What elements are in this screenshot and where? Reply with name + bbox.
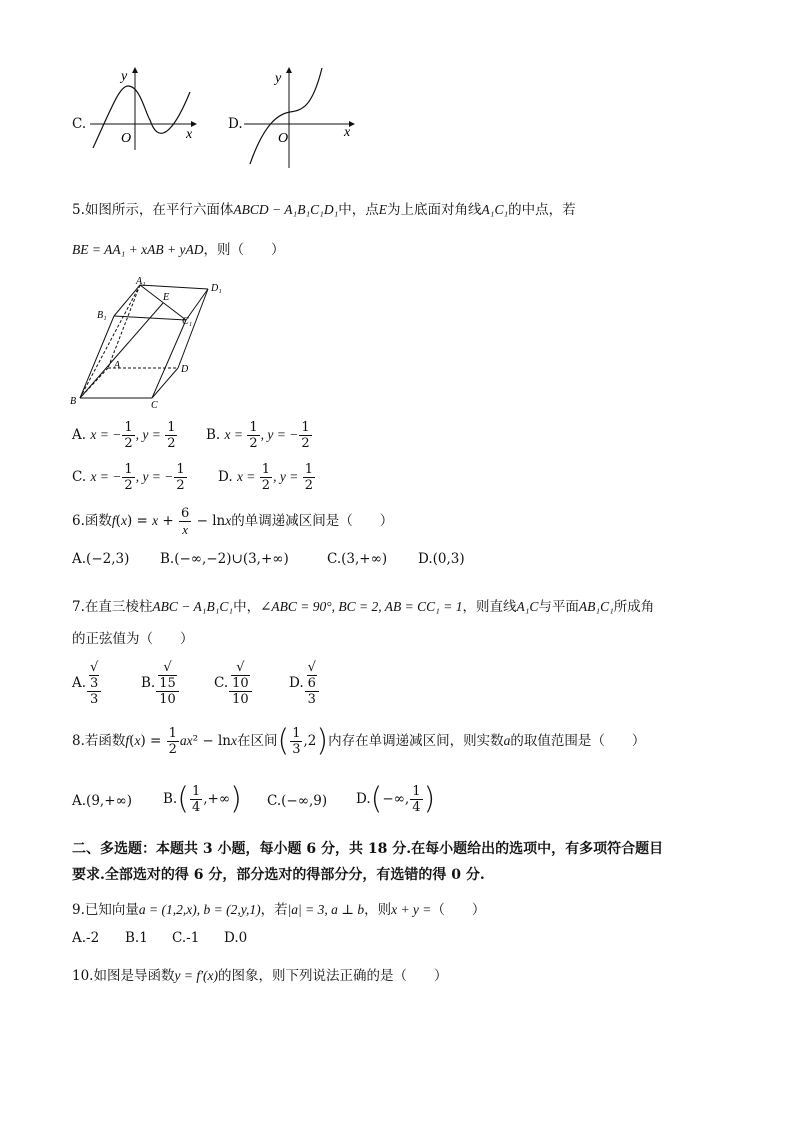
graph-c xyxy=(88,64,200,154)
label-a1: A₁ xyxy=(136,276,146,287)
q7-option-d[interactable]: D. √ 6 3 xyxy=(289,660,320,707)
graph-d xyxy=(242,64,358,172)
label-d1: D₁ xyxy=(211,283,222,294)
graph-d-x-label: x xyxy=(344,125,351,140)
graph-c-y-label: y xyxy=(121,69,128,84)
q7-option-c[interactable]: C. √ 10 10 xyxy=(214,660,253,707)
graph-d-y-label: y xyxy=(275,71,282,86)
q7-stem-line2: 的正弦值为（ ） xyxy=(72,631,194,647)
q5-stem: 5.如图所示，在平行六面体ABCD − A₁B₁C₁D₁中，点E为上底面对角线A₁C₁的中点，若 xyxy=(72,202,576,218)
q7-option-b[interactable]: B. √ 15 10 xyxy=(141,660,180,707)
label-a: A xyxy=(114,360,121,371)
label-c1: C₁ xyxy=(182,316,193,327)
section2-heading-line2: 要求.全部选对的得 6 分，部分选对的得部分分，有选错的得 0 分. xyxy=(72,867,485,883)
q9-option-c[interactable]: C.-1 xyxy=(172,930,200,946)
option-d-label: D. xyxy=(228,116,243,132)
q5-option-b[interactable]: B. x = $\frac{1}{2}$ , y = − $\frac{1}{2}$ xyxy=(206,420,310,451)
q5-parallelepiped-figure xyxy=(68,276,234,410)
q5-option-d[interactable]: D. x = $\frac{1}{2}$ , y = $\frac{1}{2}$ xyxy=(218,462,313,493)
q8-option-c[interactable]: C.(−∞,9) xyxy=(267,793,328,809)
label-b1: B₁ xyxy=(97,310,107,321)
q10-stem: 10.如图是导函数y = f′(x)的图象，则下列说法正确的是（ ） xyxy=(72,968,448,984)
q7-option-a[interactable]: A. √ 3 3 xyxy=(72,660,102,707)
q8-option-b[interactable]: B.( $\frac{1}{4}$ ,+∞) xyxy=(163,781,242,817)
q7-stem-line1: 7.在直三棱柱ABC − A₁B₁C₁中，∠ABC = 90°, BC = 2, AB = CC₁ = 1，则直线A₁C与平面AB₁C₁所成角 xyxy=(72,599,655,615)
q9-option-d[interactable]: D.0 xyxy=(224,930,248,946)
graph-d-origin-label: O xyxy=(278,131,289,146)
label-b: B xyxy=(70,396,77,407)
section2-heading-line1: 二、多选题：本题共 3 小题，每小题 6 分，共 18 分.在每小题给出的选项中，有多项符合题目 xyxy=(72,841,664,857)
graph-c-x-label: x xyxy=(186,127,193,142)
q6-option-b[interactable]: B.(−∞,−2)∪(3,+∞) xyxy=(160,551,289,567)
q6-option-d[interactable]: D.(0,3) xyxy=(418,551,465,567)
q5-option-c[interactable]: C. x = − $\frac{1}{2}$ , y = − $\frac{1}{2}$ xyxy=(72,462,185,493)
q5-vector-equation: BE = AA₁ + xAB + yAD，则（ ） xyxy=(72,242,285,258)
q9-option-a[interactable]: A.-2 xyxy=(72,930,100,946)
q8-option-a[interactable]: A.(9,+∞) xyxy=(72,793,133,809)
option-c-label: C. xyxy=(72,116,87,132)
q6-option-a[interactable]: A.(−2,3) xyxy=(72,551,130,567)
q6-stem: 6.函数f(x) = x + $\frac{6}{x}$ − lnx的单调递减区间是（ ） xyxy=(72,506,394,537)
graph-c-origin-label: O xyxy=(121,131,132,146)
q8-option-d[interactable]: D.(−∞, $\frac{1}{4}$ ) xyxy=(356,781,436,817)
label-e: E xyxy=(163,292,170,303)
q5-option-a[interactable]: A. x = − $\frac{1}{2}$ , y = $\frac{1}{2}$ xyxy=(72,420,176,451)
q6-option-c[interactable]: C.(3,+∞) xyxy=(327,551,388,567)
label-d: D xyxy=(181,364,189,375)
q9-stem: 9.已知向量a = (1,2,x), b = (2,y,1)，若|a| = 3, a ⊥ b，则x + y =（ ） xyxy=(72,902,486,918)
label-c: C xyxy=(151,400,158,410)
q9-option-b[interactable]: B.1 xyxy=(125,930,148,946)
q8-stem: 8.若函数f(x) = $\frac{1}{2}$ ax² − lnx在区间( $\frac{1}{3}$ ,2)内存在单调递减区间，则实数a的取值范围是（ ） xyxy=(72,723,646,759)
